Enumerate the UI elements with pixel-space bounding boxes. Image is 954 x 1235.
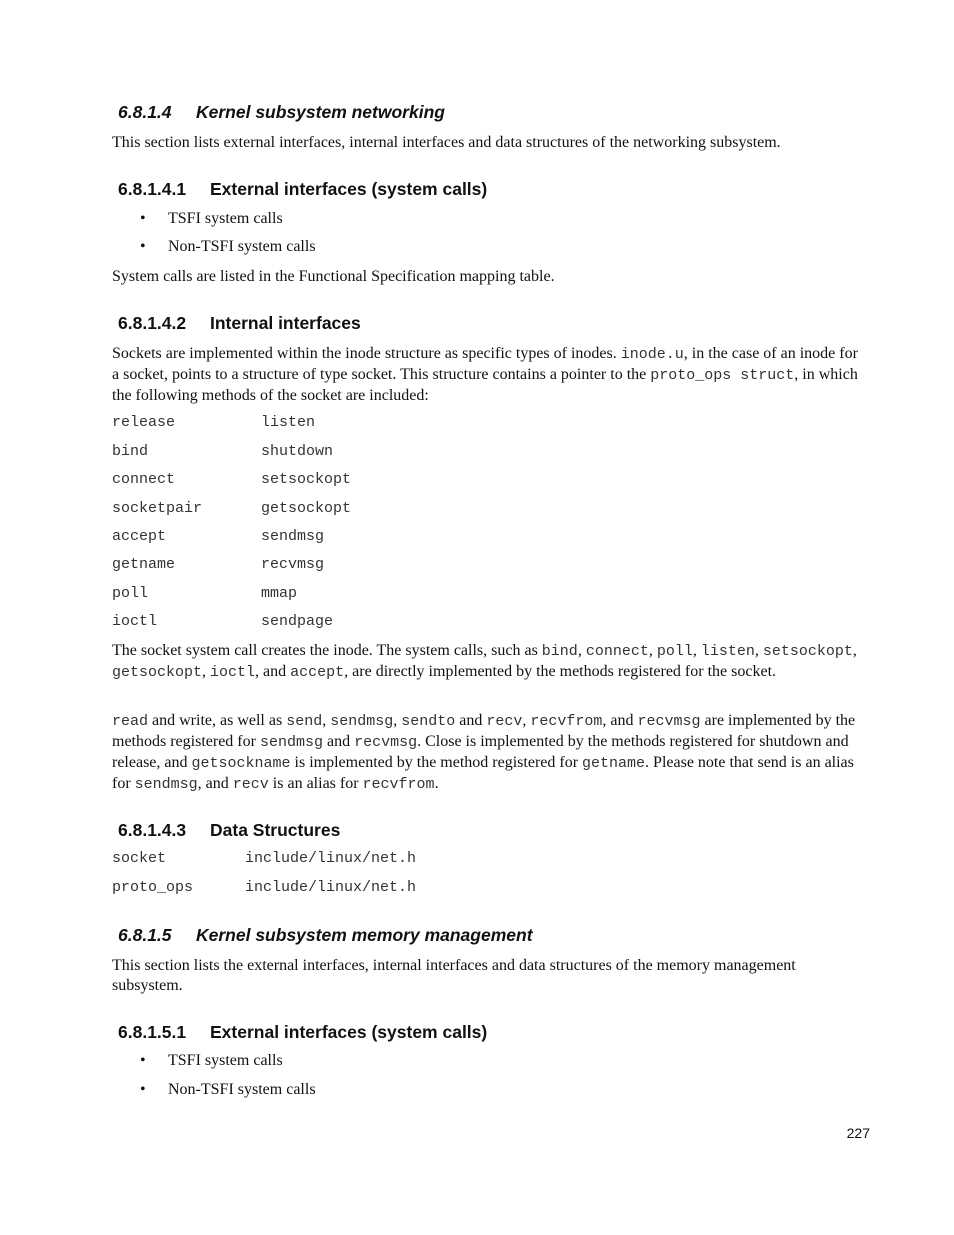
- socket-syscall-paragraph: The socket system call creates the inode. The system calls, such as bind, connect, poll, listen, setsockopt, getsockopt, ioctl, and accept, are directly implemented by the methods registered for the socket.: [112, 642, 857, 681]
- heading-title: External interfaces (system calls): [210, 179, 488, 199]
- heading-title: Data Structures: [210, 820, 341, 840]
- internal-interfaces-paragraph: Sockets are implemented within the inode structure as specific types of inodes. inode.u, in the case of an inode for a socket, points to a structure of type socket. This structure contains a pointer to the proto_ops struct, in which the following methods of the socket are included:: [112, 345, 858, 404]
- heading-title: External interfaces (system calls): [210, 1022, 488, 1042]
- memory-intro-paragraph: This section lists the external interfaces, internal interfaces and data structures of the memory management subsystem.: [112, 957, 796, 994]
- bullet-icon: •: [140, 210, 146, 227]
- heading-number: 6.8.1.4.1: [118, 179, 187, 199]
- bullet-icon: •: [140, 1081, 146, 1098]
- heading-6-8-1-4-1: [118, 179, 487, 200]
- read-write-paragraph: read and write, as well as send, sendmsg, sendto and recv, recvfrom, and recvmsg are implemented by the methods registered for sendmsg and recvmsg. Close is implemented by the methods registered for shutdown and release, and getsockname is implemented by the method registered for getname. Please note that send is an alias for sendmsg, and recv is an alias for recvfrom.: [112, 712, 856, 793]
- heading-6-8-1-4-2: [118, 313, 361, 334]
- system-calls-note: System calls are listed in the Functional Specification mapping table.: [112, 268, 555, 285]
- heading-6-8-1-4-3: [118, 820, 340, 841]
- heading-6-8-1-5: [118, 925, 533, 946]
- heading-number: 6.8.1.4: [118, 102, 172, 122]
- heading-title: Kernel subsystem networking: [196, 102, 445, 122]
- page-number: 227: [846, 1125, 870, 1141]
- networking-intro-paragraph: This section lists external interfaces, internal interfaces and data structures of the networking subsystem.: [112, 134, 781, 151]
- heading-number: 6.8.1.4.2: [118, 313, 187, 333]
- bullet-icon: •: [140, 1052, 146, 1069]
- heading-number: 6.8.1.5.1: [118, 1022, 187, 1042]
- code-inline: proto_ops struct: [650, 367, 795, 384]
- heading-6-8-1-4: [118, 102, 445, 123]
- code-inline: inode.u: [620, 346, 684, 363]
- heading-title: Kernel subsystem memory management: [196, 925, 533, 945]
- heading-number: 6.8.1.4.3: [118, 820, 187, 840]
- heading-number: 6.8.1.5: [118, 925, 172, 945]
- bullet-icon: •: [140, 238, 146, 255]
- heading-title: Internal interfaces: [210, 313, 361, 333]
- heading-6-8-1-5-1: [118, 1022, 487, 1043]
